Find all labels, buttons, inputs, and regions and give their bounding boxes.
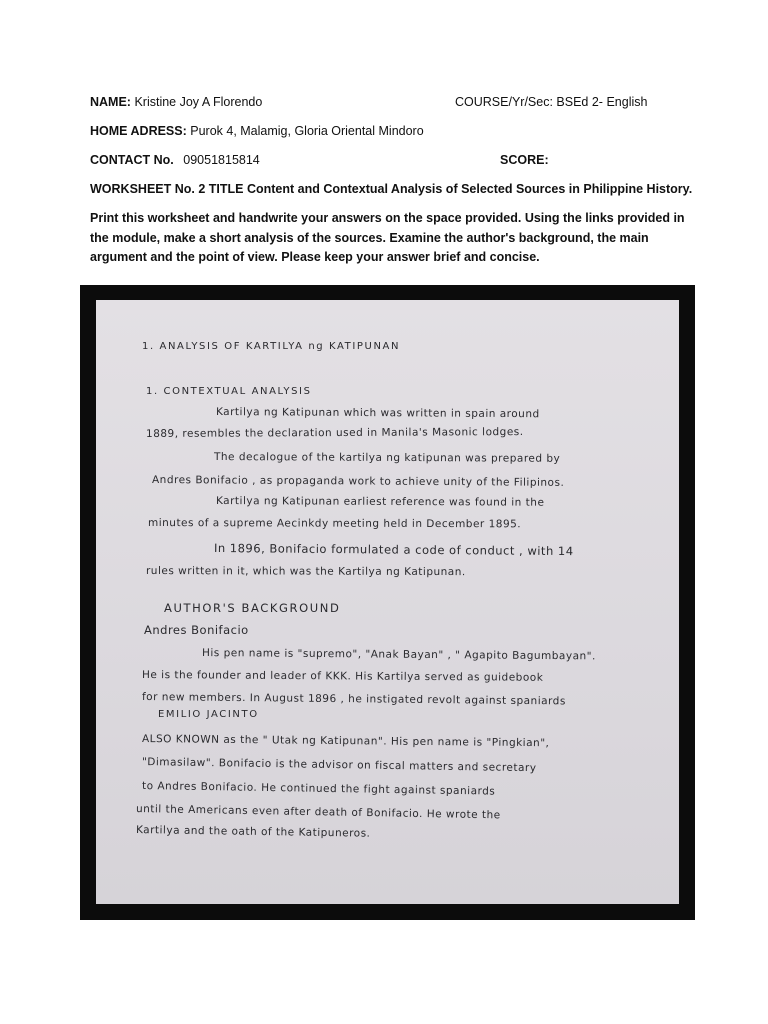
name-value: Kristine Joy A Florendo	[134, 95, 263, 109]
hw-heading-contextual: 1. CONTEXTUAL ANALYSIS	[146, 386, 312, 397]
hw-line: Andres Bonifacio , as propaganda work to achieve unity of the Filipinos.	[151, 474, 565, 489]
hw-author-name: Andres Bonifacio	[144, 623, 249, 637]
header-name-line	[90, 94, 262, 110]
address-label: HOME ADRESS:	[90, 124, 187, 138]
hw-line: rules written in it, which was the Kartilya ng Katipunan.	[145, 565, 466, 579]
contact-value: 09051815814	[183, 153, 260, 167]
instructions: Print this worksheet and handwrite your answers on the space provided. Using the links provided in the module, make a short analysis of the sources. Examine the author's background, the main argument and the point of view. Please keep your answer brief and concise.	[90, 211, 685, 264]
score-label: SCORE:	[500, 153, 549, 167]
hw-line: until the Americans even after death of Bonifacio. He wrote the	[135, 803, 501, 822]
hw-line: In 1896, Bonifacio formulated a code of conduct , with 14	[213, 541, 574, 559]
hw-line: minutes of a supreme Aecinkdy meeting held in December 1895.	[147, 517, 522, 531]
hw-line: Kartilya ng Katipunan earliest reference was found in the	[215, 495, 545, 509]
hw-line: "Dimasilaw". Bonifacio is the advisor on fiscal matters and secretary	[141, 756, 537, 775]
hw-line: His pen name is "supremo", "Anak Bayan" , " Agapito Bagumbayan".	[201, 647, 596, 663]
worksheet-title: WORKSHEET No. 2 TITLE Content and Contextual Analysis of Selected Sources in Philippine History.	[90, 182, 693, 196]
hw-line: Kartilya ng Katipunan which was written in spain around	[215, 406, 540, 421]
header-contact-line	[90, 152, 260, 168]
handwritten-answer-photo	[96, 300, 679, 904]
address-value: Purok 4, Malamig, Gloria Oriental Mindoro	[190, 124, 424, 138]
hw-line: 1889, resembles the declaration used in Manila's Masonic lodges.	[145, 426, 524, 440]
hw-line: to Andres Bonifacio. He continued the fight against spaniards	[141, 780, 496, 798]
header-course	[455, 94, 647, 110]
contact-label: CONTACT No.	[90, 153, 174, 167]
course-label: COURSE/Yr/Sec:	[455, 95, 553, 109]
hw-author-name-2: EMILIO JACINTO	[158, 709, 259, 720]
hw-line: for new members. In August 1896 , he instigated revolt against spaniards	[141, 691, 566, 708]
hw-line: ALSO KNOWN as the " Utak ng Katipunan". His pen name is "Pingkian",	[141, 733, 550, 750]
hw-line: Kartilya and the oath of the Katipuneros.	[135, 824, 371, 840]
hw-heading-analysis: 1. ANALYSIS OF KARTILYA ng KATIPUNAN	[142, 341, 401, 352]
hw-heading-author: AUTHOR'S BACKGROUND	[164, 601, 341, 615]
hw-line: The decalogue of the kartilya ng katipunan was prepared by	[213, 451, 561, 465]
course-value: BSEd 2- English	[556, 95, 648, 109]
hw-line: He is the founder and leader of KKK. His Kartilya served as guidebook	[141, 669, 544, 684]
header-score	[500, 152, 549, 168]
name-label: NAME:	[90, 95, 131, 109]
header-address-line	[90, 123, 424, 139]
